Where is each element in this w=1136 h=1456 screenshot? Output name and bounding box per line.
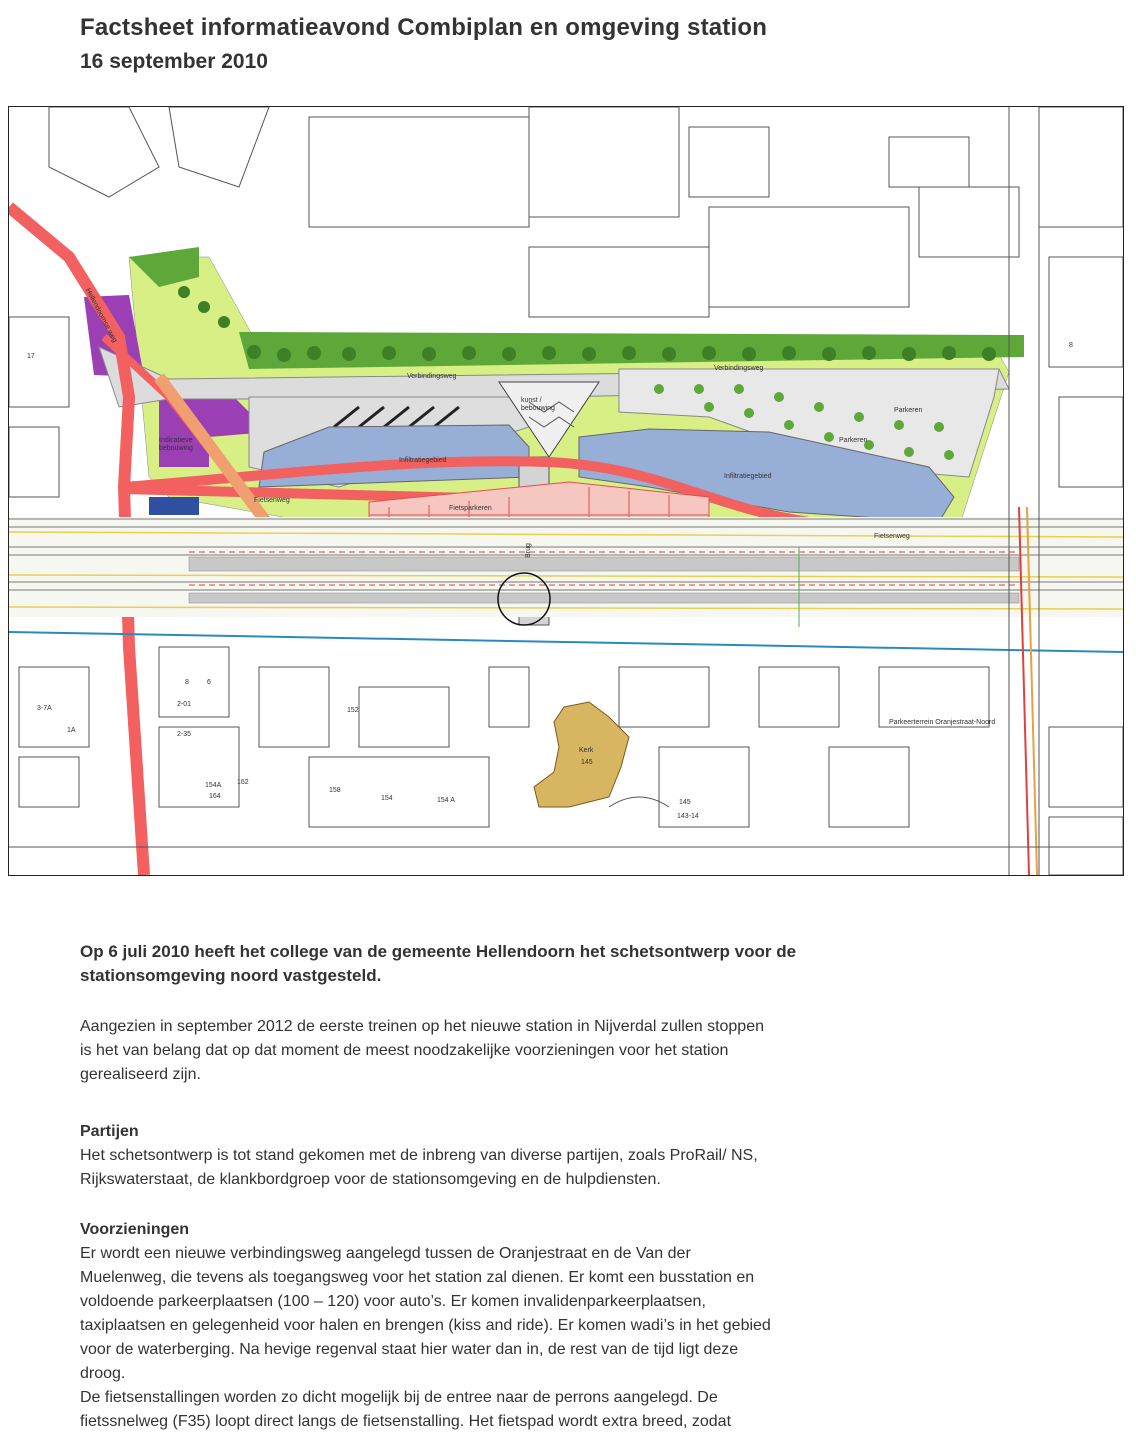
site-plan-drawing	[9, 107, 1123, 875]
intro-paragraph	[80, 1015, 1080, 1087]
label-nr: 158	[329, 787, 341, 794]
label-nr: 6	[207, 679, 211, 686]
label-parkeren-1: Parkeren	[894, 407, 923, 414]
lead-paragraph	[80, 940, 1080, 988]
label-brug: Brug	[524, 543, 532, 558]
label-nr: 145	[679, 799, 691, 806]
label-nr: 143-14	[677, 813, 699, 820]
label-nr: 154	[381, 795, 393, 802]
intro-line: is het van belang dat op dat moment de meest noodzakelijke voorzieningen voor het station	[80, 1042, 729, 1059]
section-line: fietssnelweg (F35) loopt direct langs de fietsenstalling. Het fietspad wordt extra breed, zodat	[80, 1413, 732, 1430]
label-nr: 152	[347, 707, 359, 714]
section-line: Het schetsontwerp is tot stand gekomen met de inbreng van diverse partijen, zoals ProRail/ NS,	[80, 1147, 758, 1164]
label-kunst-bebouwing: kunst / bebouwing	[521, 397, 555, 412]
label-nr: 164	[209, 793, 221, 800]
label-parkeerterrein: Parkeerterrein Oranjestraat-Noord	[889, 719, 996, 726]
label-infiltratiegebied-1: Infiltratiegebied	[399, 457, 447, 464]
section-line: Rijkswaterstaat, de klankbordgroep voor de stationsomgeving en de hulpdiensten.	[80, 1171, 661, 1188]
section-voorzieningen	[80, 1218, 1080, 1434]
document-title: Factsheet informatieavond Combiplan en omgeving station	[80, 14, 768, 41]
site-plan-map	[8, 106, 1124, 876]
section-line: voor de waterberging. Na hevige regenval staat hier water dan in, de rest van de tijd ligt deze	[80, 1341, 739, 1358]
section-line: droog.	[80, 1365, 126, 1382]
lead-line: stationsomgeving noord vastgesteld.	[80, 966, 382, 985]
label-nr: 154A	[205, 782, 222, 789]
label-fietsenweg-1: Fietsenweg	[254, 497, 290, 504]
label-fietsparkeren: Fietsparkeren	[449, 505, 492, 512]
label-nr: 154 A	[437, 797, 455, 804]
label-parkeren-2: Parkeren	[839, 437, 868, 444]
intro-line: gerealiseerd zijn.	[80, 1066, 201, 1083]
label-nr: 2-35	[177, 731, 192, 738]
label-kerk-nr: 145	[581, 759, 593, 766]
label-nr: 1A	[67, 727, 76, 734]
section-line: Muelenweg, die tevens als toegangsweg voor het station zal dienen. Er komt een busstation en	[80, 1269, 755, 1286]
label-nr: 8	[1069, 342, 1073, 349]
label-nr: 3-7A	[37, 705, 52, 712]
section-line: taxiplaatsen en gelegenheid voor halen en brengen (kiss and ride). Er komen wadi’s in het gebied	[80, 1317, 771, 1334]
label-kerk: Kerk	[579, 747, 594, 754]
church-building	[534, 702, 629, 807]
blue-block	[149, 497, 199, 515]
section-heading: Partijen	[80, 1123, 139, 1140]
label-infiltratiegebied-2: Infiltratiegebied	[724, 473, 772, 480]
section-line: Er wordt een nieuwe verbindingsweg aangelegd tussen de Oranjestraat en de Van der	[80, 1245, 691, 1262]
lead-line: Op 6 juli 2010 heeft het college van de gemeente Hellendoorn het schetsontwerp voor de	[80, 942, 797, 961]
label-nr: 162	[237, 779, 249, 786]
label-nr: 2-01	[177, 701, 192, 708]
label-nr: 17	[27, 353, 35, 360]
label-nr: 8	[185, 679, 189, 686]
section-heading: Voorzieningen	[80, 1221, 190, 1238]
section-line: De fietsenstallingen worden zo dicht mogelijk bij de entree naar de perrons aangelegd. De	[80, 1389, 718, 1406]
document-date: 16 september 2010	[80, 50, 268, 73]
intro-line: Aangezien in september 2012 de eerste treinen op het nieuwe station in Nijverdal zullen stoppen	[80, 1018, 764, 1035]
label-verbindingsweg-1: Verbindingsweg	[407, 373, 457, 380]
label-verbindingsweg-2: Verbindingsweg	[714, 365, 764, 372]
section-partijen	[80, 1120, 1080, 1192]
section-line: voldoende parkeerplaatsen (100 – 120) voor auto’s. Er komen invalidenparkeerplaatsen,	[80, 1293, 706, 1310]
label-indicatieve-bebouwing: Indicatieve bebouwing	[159, 437, 193, 452]
label-hellendoornse-weg: Hellendoornse weg	[83, 287, 119, 344]
label-fietsenweg-2: Fietsenweg	[874, 533, 910, 540]
